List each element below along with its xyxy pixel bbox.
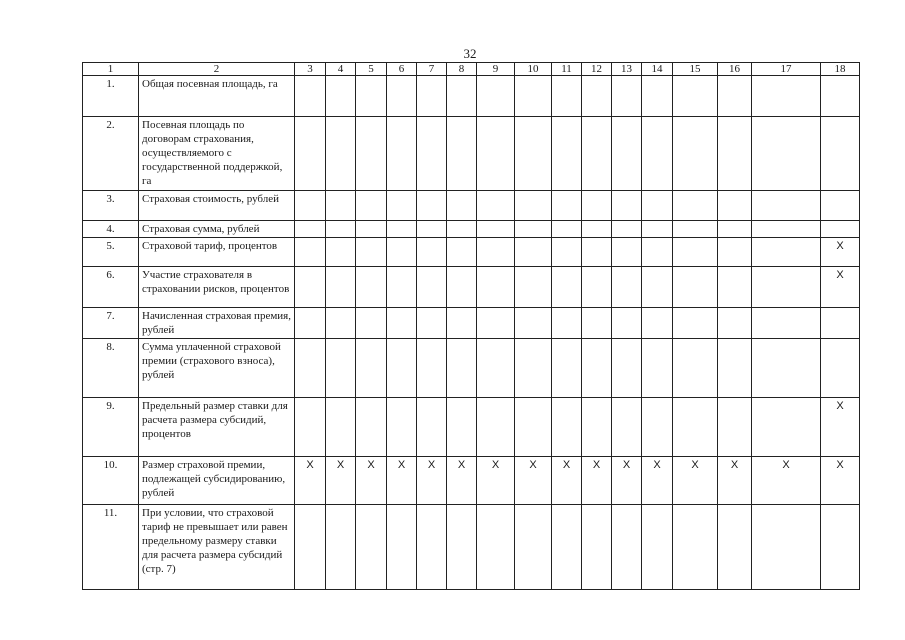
row-label: Предельный размер ставки для расчета размера субсидий, процентов: [139, 398, 295, 457]
data-cell: [582, 191, 612, 221]
data-cell: [552, 398, 582, 457]
data-cell: X: [673, 457, 718, 505]
data-cell: [752, 238, 821, 267]
data-cell: [642, 76, 673, 117]
data-cell: [612, 238, 642, 267]
data-cell: [477, 238, 515, 267]
data-cell: [356, 267, 387, 308]
data-cell: [447, 221, 477, 238]
column-number-cell: 9: [477, 63, 515, 76]
row-number: 6.: [83, 267, 139, 308]
column-number-cell: 1: [83, 63, 139, 76]
table-row: [83, 221, 860, 238]
data-cell: [582, 308, 612, 339]
data-cell: [515, 308, 552, 339]
row-label: Страховая сумма, рублей: [139, 221, 295, 238]
table-row: [83, 191, 860, 221]
data-cell: [752, 117, 821, 191]
data-cell: [356, 398, 387, 457]
row-number: 11.: [83, 505, 139, 590]
data-cell: [447, 339, 477, 398]
data-cell: [295, 117, 326, 191]
data-cell: X: [582, 457, 612, 505]
data-cell: X: [642, 457, 673, 505]
row-number: 7.: [83, 308, 139, 339]
data-cell: [821, 191, 860, 221]
data-cell: [295, 76, 326, 117]
data-cell: [417, 76, 447, 117]
data-cell: [417, 191, 447, 221]
data-cell: [515, 76, 552, 117]
data-cell: [477, 505, 515, 590]
data-cell: [752, 221, 821, 238]
column-number-cell: 18: [821, 63, 860, 76]
data-cell: [552, 117, 582, 191]
data-cell: [295, 339, 326, 398]
table-row: [83, 505, 860, 590]
data-cell: [356, 238, 387, 267]
data-cell: [642, 339, 673, 398]
row-label: Начисленная страховая премия, рублей: [139, 308, 295, 339]
data-cell: [642, 221, 673, 238]
data-cell: [295, 221, 326, 238]
data-cell: [326, 339, 356, 398]
data-cell: [673, 505, 718, 590]
data-cell: [718, 221, 752, 238]
column-number-cell: 12: [582, 63, 612, 76]
data-cell: [417, 308, 447, 339]
data-cell: [477, 339, 515, 398]
data-cell: [612, 76, 642, 117]
data-cell: [447, 398, 477, 457]
data-cell: [718, 339, 752, 398]
data-cell: [417, 267, 447, 308]
table-row: [83, 308, 860, 339]
data-cell: [821, 308, 860, 339]
data-cell: [642, 308, 673, 339]
data-cell: [552, 505, 582, 590]
data-cell: [752, 339, 821, 398]
data-cell: X: [821, 238, 860, 267]
row-number: 9.: [83, 398, 139, 457]
table-row: [83, 117, 860, 191]
data-cell: [447, 76, 477, 117]
data-cell: [718, 505, 752, 590]
row-label: Размер страховой премии, подлежащей субсидированию, рублей: [139, 457, 295, 505]
table-row: [83, 339, 860, 398]
data-cell: [752, 505, 821, 590]
page-number: 32: [463, 46, 477, 61]
data-cell: X: [821, 398, 860, 457]
data-cell: [477, 267, 515, 308]
data-cell: [295, 398, 326, 457]
data-cell: X: [718, 457, 752, 505]
data-cell: [821, 76, 860, 117]
data-cell: [673, 267, 718, 308]
column-number-cell: 5: [356, 63, 387, 76]
column-number-cell: 8: [447, 63, 477, 76]
data-cell: [326, 238, 356, 267]
data-cell: [582, 339, 612, 398]
data-cell: [387, 117, 417, 191]
data-cell: [387, 339, 417, 398]
data-cell: [752, 267, 821, 308]
data-cell: [356, 339, 387, 398]
data-cell: [582, 238, 612, 267]
data-cell: [387, 191, 417, 221]
data-cell: [552, 191, 582, 221]
data-cell: [718, 238, 752, 267]
data-cell: [447, 308, 477, 339]
data-cell: [642, 267, 673, 308]
column-number-cell: 4: [326, 63, 356, 76]
data-cell: [552, 308, 582, 339]
data-cell: [752, 191, 821, 221]
table-row: [83, 267, 860, 308]
data-cell: [326, 398, 356, 457]
table-row: [83, 398, 860, 457]
data-cell: [387, 267, 417, 308]
data-cell: [552, 238, 582, 267]
data-cell: X: [356, 457, 387, 505]
data-cell: [515, 398, 552, 457]
data-cell: [515, 339, 552, 398]
row-number: 5.: [83, 238, 139, 267]
column-number-cell: 15: [673, 63, 718, 76]
row-number: 10.: [83, 457, 139, 505]
data-cell: [582, 267, 612, 308]
data-cell: [821, 117, 860, 191]
data-cell: [356, 191, 387, 221]
data-cell: [673, 308, 718, 339]
data-cell: [582, 221, 612, 238]
data-cell: X: [417, 457, 447, 505]
row-number: 3.: [83, 191, 139, 221]
data-cell: [295, 505, 326, 590]
data-cell: [821, 221, 860, 238]
data-cell: [477, 191, 515, 221]
data-cell: [447, 191, 477, 221]
data-cell: [387, 398, 417, 457]
data-cell: [612, 308, 642, 339]
data-cell: [477, 117, 515, 191]
table-row: [83, 76, 860, 117]
row-label: Посевная площадь по договорам страхования, осуществляемого с государственной поддержкой, га: [139, 117, 295, 191]
data-cell: [515, 238, 552, 267]
data-cell: [515, 267, 552, 308]
data-cell: [515, 221, 552, 238]
insurance-report-table: [82, 62, 860, 590]
data-cell: [718, 398, 752, 457]
data-cell: [326, 308, 356, 339]
data-cell: X: [821, 267, 860, 308]
data-cell: [642, 117, 673, 191]
data-cell: X: [821, 457, 860, 505]
data-cell: [356, 221, 387, 238]
data-cell: [612, 221, 642, 238]
data-cell: [752, 308, 821, 339]
data-cell: X: [326, 457, 356, 505]
data-cell: [752, 398, 821, 457]
data-cell: [718, 308, 752, 339]
column-number-cell: 16: [718, 63, 752, 76]
column-number-cell: 14: [642, 63, 673, 76]
column-number-cell: 6: [387, 63, 417, 76]
table-body: [83, 63, 860, 590]
data-cell: [673, 339, 718, 398]
data-cell: [673, 398, 718, 457]
column-number-cell: 2: [139, 63, 295, 76]
data-cell: [673, 191, 718, 221]
data-cell: [612, 191, 642, 221]
data-cell: [718, 76, 752, 117]
row-label: Страховой тариф, процентов: [139, 238, 295, 267]
data-cell: [326, 191, 356, 221]
data-cell: [612, 398, 642, 457]
data-cell: [295, 267, 326, 308]
data-cell: X: [752, 457, 821, 505]
table-row: [83, 457, 860, 505]
data-cell: X: [612, 457, 642, 505]
row-label: Участие страхователя в страховании рисков, процентов: [139, 267, 295, 308]
column-number-cell: 17: [752, 63, 821, 76]
data-cell: [673, 117, 718, 191]
data-cell: [417, 238, 447, 267]
data-cell: [582, 117, 612, 191]
data-cell: [477, 308, 515, 339]
data-cell: [718, 117, 752, 191]
data-cell: [387, 76, 417, 117]
data-cell: [477, 398, 515, 457]
data-cell: [582, 76, 612, 117]
data-cell: [612, 267, 642, 308]
data-cell: [642, 238, 673, 267]
data-cell: [612, 117, 642, 191]
data-cell: [417, 221, 447, 238]
row-label: Страховая стоимость, рублей: [139, 191, 295, 221]
data-cell: [387, 238, 417, 267]
data-cell: X: [515, 457, 552, 505]
data-cell: [387, 221, 417, 238]
data-cell: [295, 238, 326, 267]
data-cell: [552, 339, 582, 398]
data-cell: [417, 505, 447, 590]
data-cell: [326, 267, 356, 308]
row-number: 8.: [83, 339, 139, 398]
data-cell: [752, 76, 821, 117]
data-cell: [612, 505, 642, 590]
data-cell: [295, 308, 326, 339]
data-cell: X: [552, 457, 582, 505]
data-cell: [356, 76, 387, 117]
data-cell: [821, 505, 860, 590]
data-cell: [552, 221, 582, 238]
data-cell: [326, 505, 356, 590]
data-cell: [582, 505, 612, 590]
data-cell: [718, 191, 752, 221]
row-number: 1.: [83, 76, 139, 117]
column-number-cell: 10: [515, 63, 552, 76]
data-cell: [477, 221, 515, 238]
column-number-cell: 11: [552, 63, 582, 76]
data-cell: [417, 339, 447, 398]
data-cell: [673, 238, 718, 267]
data-cell: [642, 191, 673, 221]
data-cell: [387, 308, 417, 339]
row-label: Сумма уплаченной страховой премии (страхового взноса), рублей: [139, 339, 295, 398]
data-cell: [552, 267, 582, 308]
data-cell: [718, 267, 752, 308]
data-cell: [477, 76, 515, 117]
column-number-row: [83, 63, 860, 76]
data-cell: X: [477, 457, 515, 505]
data-cell: [417, 398, 447, 457]
data-cell: [447, 117, 477, 191]
data-cell: [582, 398, 612, 457]
data-cell: [326, 76, 356, 117]
data-cell: [642, 398, 673, 457]
data-cell: [673, 76, 718, 117]
data-cell: X: [387, 457, 417, 505]
data-cell: [612, 339, 642, 398]
column-number-cell: 7: [417, 63, 447, 76]
data-cell: [326, 221, 356, 238]
data-cell: X: [447, 457, 477, 505]
data-cell: [417, 117, 447, 191]
row-label: При условии, что страховой тариф не превышает или равен предельному размеру ставки для расчета размера субсидий (стр. 7): [139, 505, 295, 590]
data-cell: [673, 221, 718, 238]
row-number: 2.: [83, 117, 139, 191]
data-cell: [515, 505, 552, 590]
data-cell: [552, 76, 582, 117]
row-number: 4.: [83, 221, 139, 238]
data-cell: X: [295, 457, 326, 505]
data-cell: [515, 117, 552, 191]
column-number-cell: 3: [295, 63, 326, 76]
column-number-cell: 13: [612, 63, 642, 76]
data-cell: [356, 308, 387, 339]
data-cell: [642, 505, 673, 590]
data-cell: [821, 339, 860, 398]
data-cell: [447, 505, 477, 590]
data-cell: [356, 505, 387, 590]
data-cell: [295, 191, 326, 221]
table-row: [83, 238, 860, 267]
data-cell: [356, 117, 387, 191]
data-cell: [387, 505, 417, 590]
data-cell: [326, 117, 356, 191]
data-cell: [515, 191, 552, 221]
row-label: Общая посевная площадь, га: [139, 76, 295, 117]
data-cell: [447, 267, 477, 308]
data-cell: [447, 238, 477, 267]
